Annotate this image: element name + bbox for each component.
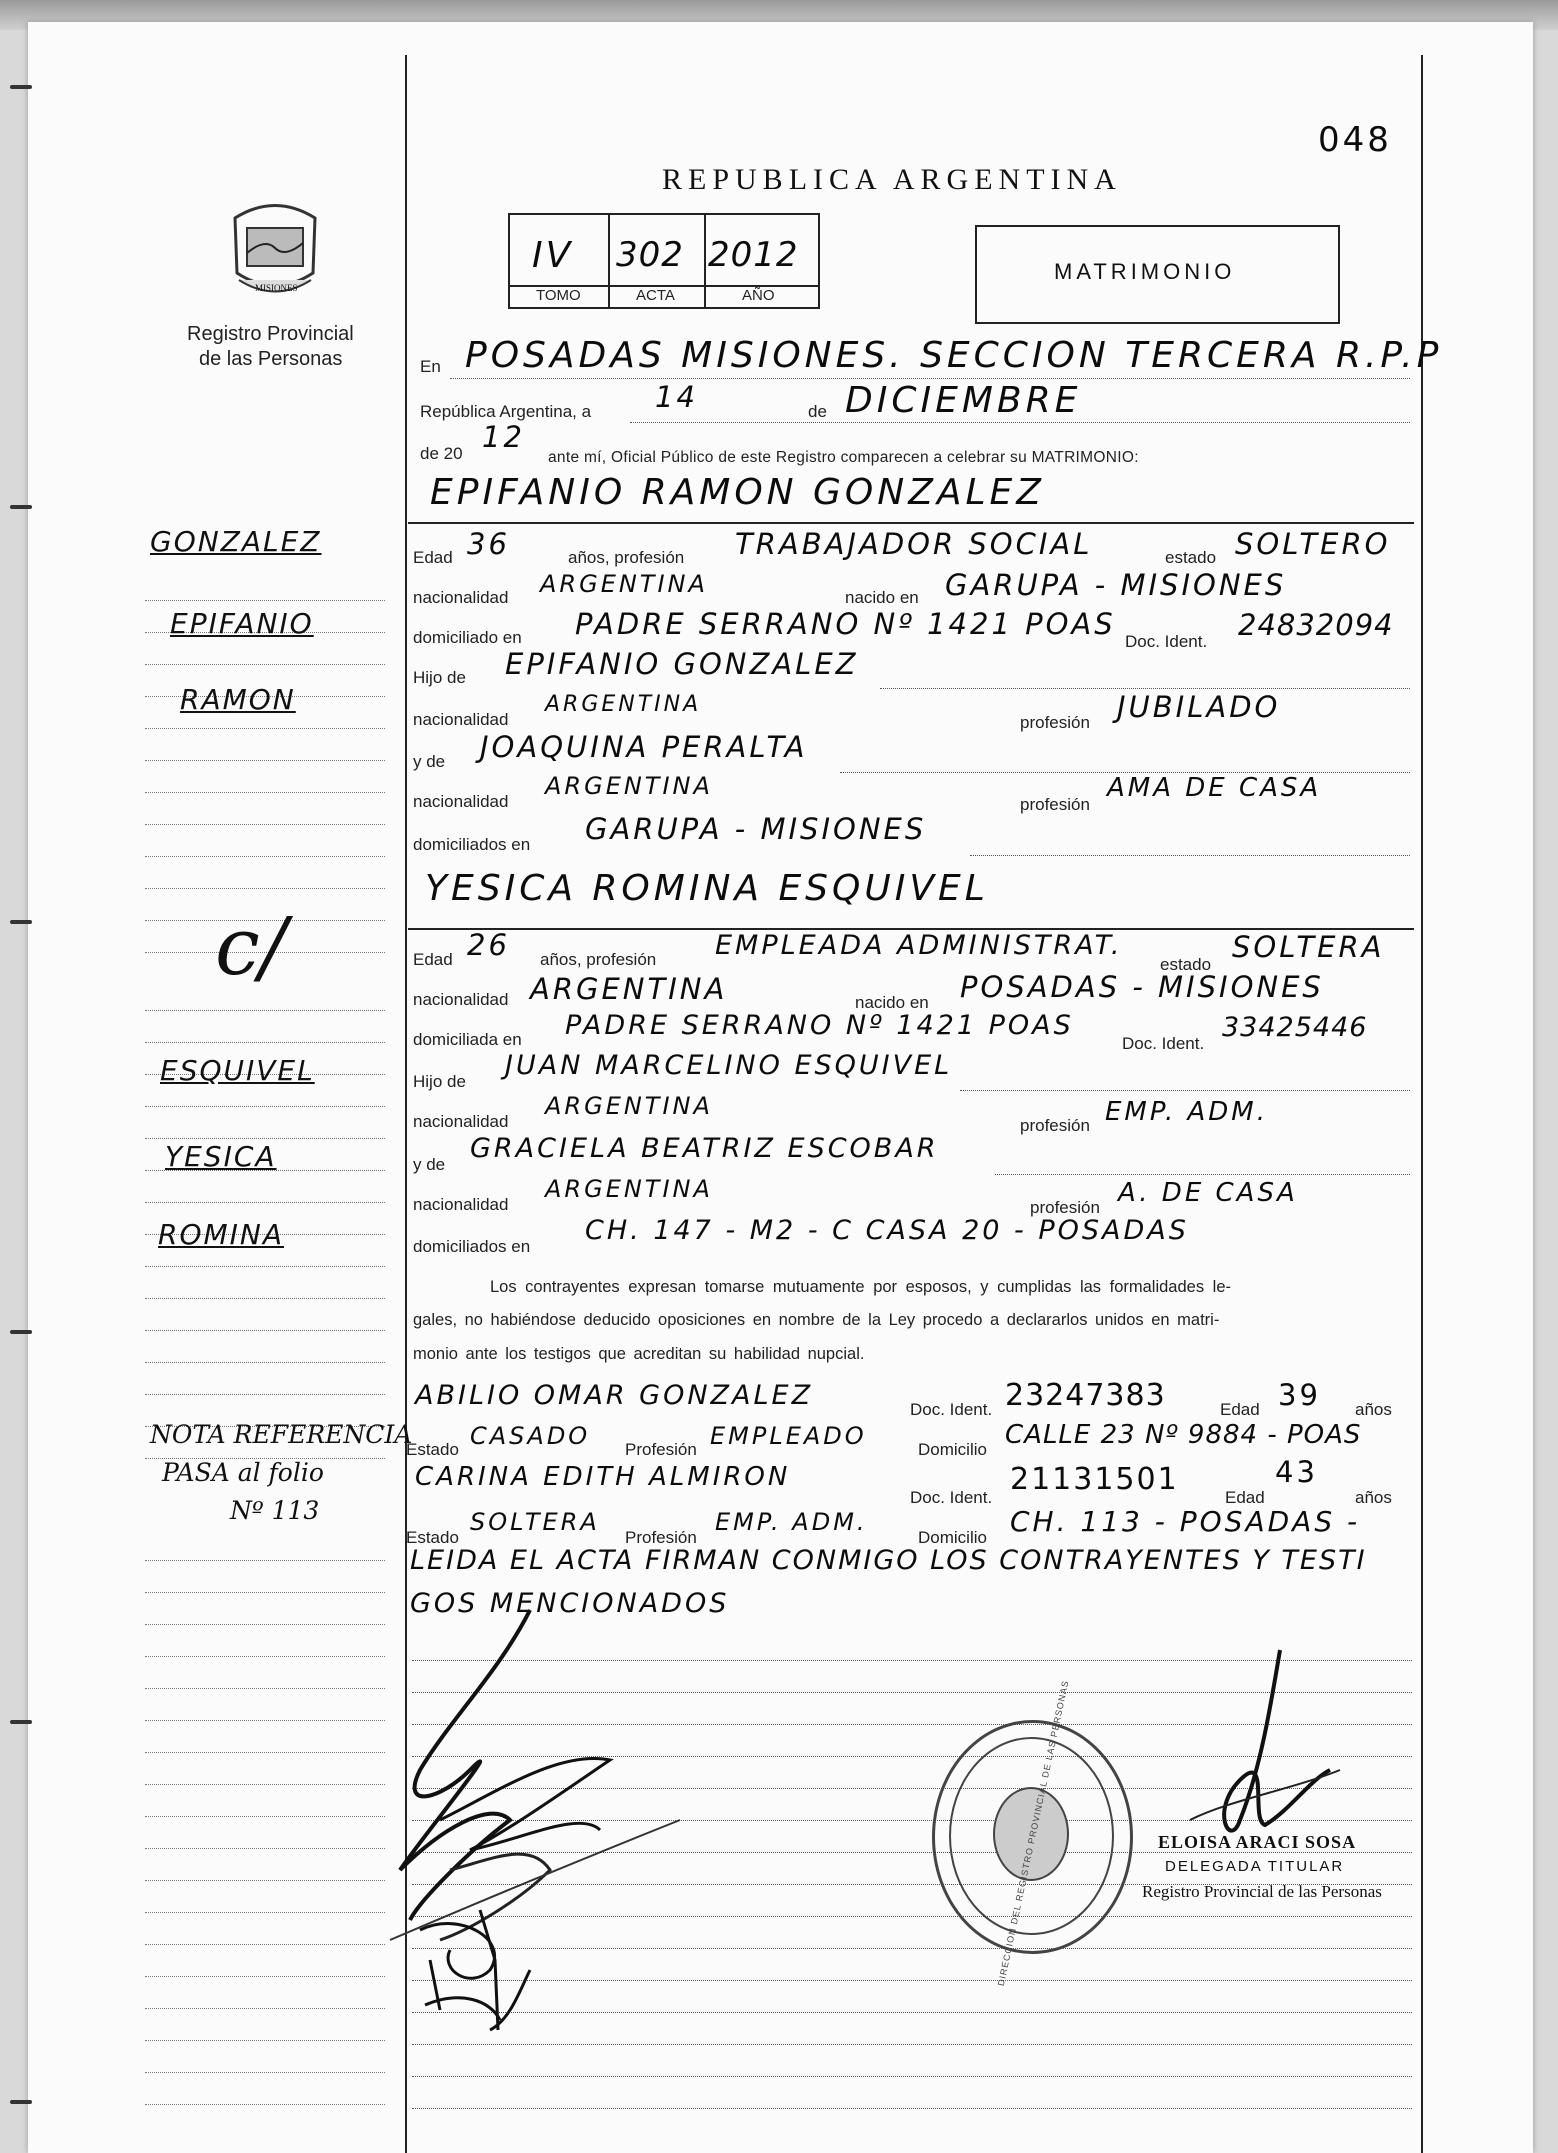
bride-mother-label: y de xyxy=(413,1155,446,1174)
margin-bride-name1: YESICA xyxy=(165,1140,277,1173)
groom-parents-dom-label: domiciliados en xyxy=(413,835,531,854)
witness-1-edad: 39 xyxy=(1278,1378,1321,1412)
bride-father-nac: ARGENTINA xyxy=(545,1092,713,1120)
emblem-label: MISIONES xyxy=(255,283,298,293)
groom-father: EPIFANIO GONZALEZ xyxy=(505,647,859,681)
witness-2-profesion-label: Profesión xyxy=(625,1528,697,1547)
bride-father-prof: EMP. ADM. xyxy=(1105,1097,1268,1127)
tomo-label: TOMO xyxy=(536,287,581,304)
witness-2-profesion: EMP. ADM. xyxy=(715,1508,868,1536)
groom-estado-label: estado xyxy=(1165,548,1217,567)
tomo-acta-ano-box xyxy=(508,213,820,309)
bride-parents-dom-label: domiciliados en xyxy=(413,1237,531,1256)
de-label: de xyxy=(808,402,827,421)
groom-doc: 24832094 xyxy=(1238,608,1394,642)
ano-label: AÑO xyxy=(742,287,775,304)
witness-1-profesion: EMPLEADO xyxy=(710,1422,867,1450)
bride-domicilio: PADRE SERRANO Nº 1421 POAS xyxy=(565,1010,1074,1041)
margin-bride-name2: ROMINA xyxy=(158,1218,285,1251)
bride-edad: 26 xyxy=(467,928,510,962)
groom-estado: SOLTERO xyxy=(1235,527,1391,561)
groom-edad-label: Edad xyxy=(413,548,453,567)
bride-father-prof-label: profesión xyxy=(1020,1116,1090,1135)
margin-joiner: c/ xyxy=(215,900,287,993)
witness-2-name: CARINA EDITH ALMIRON xyxy=(415,1462,791,1492)
margin-note-line3: Nº 113 xyxy=(230,1496,320,1525)
groom-father-label: Hijo de xyxy=(413,668,466,687)
margin-note-line2: PASA al folio xyxy=(162,1458,324,1487)
groom-mother: JOAQUINA PERALTA xyxy=(480,730,808,764)
groom-nacionalidad-label: nacionalidad xyxy=(413,588,509,607)
witness-2-domicilio-label: Domicilio xyxy=(918,1528,987,1547)
closing-line2: GOS MENCIONADOS xyxy=(410,1588,730,1619)
ano-value: 2012 xyxy=(708,235,799,275)
acta-label: ACTA xyxy=(636,287,675,304)
margin-bride-surname: ESQUIVEL xyxy=(160,1054,315,1087)
registry-name-line1: Registro Provincial xyxy=(187,323,354,345)
witness-2-doc: 21131501 xyxy=(1010,1462,1179,1497)
bride-domicilio-label: domiciliada en xyxy=(413,1030,522,1049)
groom-edad: 36 xyxy=(467,527,510,561)
bride-estado-label: estado xyxy=(1160,955,1212,974)
groom-domicilio: PADRE SERRANO Nº 1421 POAS xyxy=(575,607,1116,641)
province-emblem xyxy=(225,198,325,308)
bride-doc: 33425446 xyxy=(1222,1012,1368,1043)
witness-2-edad: 43 xyxy=(1275,1455,1318,1489)
witness-1-edad-label: Edad xyxy=(1220,1400,1260,1419)
bride-anos-profesion-label: años, profesión xyxy=(540,950,657,969)
groom-parents-dom: GARUPA - MISIONES xyxy=(585,812,927,846)
official-registry: Registro Provincial de las Personas xyxy=(1142,1882,1382,1901)
official-seal xyxy=(932,1679,1133,1987)
margin-note-line1: NOTA REFERENCIA xyxy=(150,1420,413,1449)
bride-full-name: YESICA ROMINA ESQUIVEL xyxy=(425,868,989,909)
groom-profesion: TRABAJADOR SOCIAL xyxy=(735,527,1093,561)
groom-nacionalidad: ARGENTINA xyxy=(540,570,708,598)
bride-nacido-label: nacido en xyxy=(855,993,929,1012)
intro-statement: ante mí, Oficial Público de este Registro comparecen a celebrar su MATRIMONIO: xyxy=(548,449,1139,466)
witness-1-estado-label: Estado xyxy=(406,1440,459,1459)
groom-nacido-en: GARUPA - MISIONES xyxy=(945,568,1287,602)
witness-2-estado-label: Estado xyxy=(406,1528,459,1547)
republica-label: República Argentina, a xyxy=(420,402,592,421)
groom-anos-profesion-label: años, profesión xyxy=(568,548,685,567)
groom-mother-label: y de xyxy=(413,752,446,771)
groom-father-nac: ARGENTINA xyxy=(545,692,702,717)
registry-name-line2: de las Personas xyxy=(199,348,343,370)
groom-mother-prof-label: profesión xyxy=(1020,795,1090,814)
groom-doc-label: Doc. Ident. xyxy=(1125,632,1208,651)
act-type-box xyxy=(975,225,1340,324)
bride-edad-label: Edad xyxy=(413,950,453,969)
witness-2-estado: SOLTERA xyxy=(470,1508,600,1536)
bride-mother-nac-label: nacionalidad xyxy=(413,1195,509,1214)
declaration-line3: monio ante los testigos que acreditan su habilidad nupcial. xyxy=(413,1345,865,1363)
official-title: DELEGADA TITULAR xyxy=(1165,1858,1345,1875)
intro-month: DICIEMBRE xyxy=(845,380,1082,421)
bride-father-label: Hijo de xyxy=(413,1072,466,1091)
act-type: MATRIMONIO xyxy=(1054,259,1236,284)
year-suffix: 12 xyxy=(482,420,525,454)
seal-text: DIRECCION DEL REGISTRO PROVINCIAL DE LAS PERSONAS xyxy=(995,1679,1071,1987)
groom-nacido-label: nacido en xyxy=(845,588,919,607)
bride-estado: SOLTERA xyxy=(1232,930,1385,964)
bride-nacionalidad: ARGENTINA xyxy=(530,972,728,1006)
bride-father: JUAN MARCELINO ESQUIVEL xyxy=(505,1050,953,1081)
bride-mother: GRACIELA BEATRIZ ESCOBAR xyxy=(470,1133,939,1164)
tomo-value: IV xyxy=(532,235,574,276)
bride-nacido-en: POSADAS - MISIONES xyxy=(960,970,1324,1004)
bride-doc-label: Doc. Ident. xyxy=(1122,1034,1205,1053)
witness-2-edad-label: Edad xyxy=(1225,1488,1265,1507)
bride-mother-prof-label: profesión xyxy=(1030,1198,1100,1217)
margin-groom-surname: GONZALEZ xyxy=(150,525,322,558)
year-prefix: de 20 xyxy=(420,444,463,463)
witness-1-estado: CASADO xyxy=(470,1422,591,1450)
margin-groom-name2: RAMON xyxy=(180,683,296,716)
bride-mother-nac: ARGENTINA xyxy=(545,1175,713,1203)
acta-value: 302 xyxy=(616,235,684,275)
groom-mother-nac: ARGENTINA xyxy=(545,772,713,800)
bride-nacionalidad-label: nacionalidad xyxy=(413,990,509,1009)
witness-2-anos-label: años xyxy=(1355,1488,1392,1507)
witness-1-domicilio: CALLE 23 Nº 9884 - POAS xyxy=(1005,1420,1362,1450)
groom-domicilio-label: domiciliado en xyxy=(413,628,522,647)
groom-full-name: EPIFANIO RAMON GONZALEZ xyxy=(430,472,1045,513)
bride-parents-dom: CH. 147 - M2 - C CASA 20 - POSADAS xyxy=(585,1215,1189,1246)
folio-number: 048 xyxy=(1318,120,1392,160)
witness-1-profesion-label: Profesión xyxy=(625,1440,697,1459)
declaration-line2: gales, no habiéndose deducido oposiciones en nombre de la Ley procedo a declararlos unidos en matri- xyxy=(413,1311,1220,1329)
bride-father-nac-label: nacionalidad xyxy=(413,1112,509,1131)
party-signatures xyxy=(380,1610,720,2070)
groom-father-prof: JUBILADO xyxy=(1117,690,1281,724)
witness-1-doc-label: Doc. Ident. xyxy=(910,1400,993,1419)
groom-mother-prof: AMA DE CASA xyxy=(1107,773,1322,803)
en-label: En xyxy=(420,357,441,376)
country-title: REPUBLICA ARGENTINA xyxy=(662,163,1122,196)
witness-1-anos-label: años xyxy=(1355,1400,1392,1419)
witness-1-domicilio-label: Domicilio xyxy=(918,1440,987,1459)
closing-line1: LEIDA EL ACTA FIRMAN CONMIGO LOS CONTRAYENTES Y TESTI xyxy=(410,1545,1367,1576)
bride-profesion: EMPLEADA ADMINISTRAT. xyxy=(715,930,1123,961)
official-name: ELOISA ARACI SOSA xyxy=(1158,1832,1357,1852)
groom-father-prof-label: profesión xyxy=(1020,713,1090,732)
margin-groom-name1: EPIFANIO xyxy=(170,607,314,640)
groom-mother-nac-label: nacionalidad xyxy=(413,792,509,811)
intro-day: 14 xyxy=(655,380,698,414)
witness-2-doc-label: Doc. Ident. xyxy=(910,1488,993,1507)
witness-2-domicilio: CH. 113 - POSADAS - xyxy=(1010,1505,1361,1538)
place: POSADAS MISIONES. SECCION TERCERA R.P.P xyxy=(465,335,1443,376)
groom-father-nac-label: nacionalidad xyxy=(413,710,509,729)
witness-1-name: ABILIO OMAR GONZALEZ xyxy=(415,1380,814,1411)
witness-1-doc: 23247383 xyxy=(1005,1378,1166,1413)
declaration-line1: Los contrayentes expresan tomarse mutuamente por esposos, y cumplidas las formalidades le- xyxy=(490,1278,1232,1296)
bride-mother-prof: A. DE CASA xyxy=(1118,1178,1298,1208)
